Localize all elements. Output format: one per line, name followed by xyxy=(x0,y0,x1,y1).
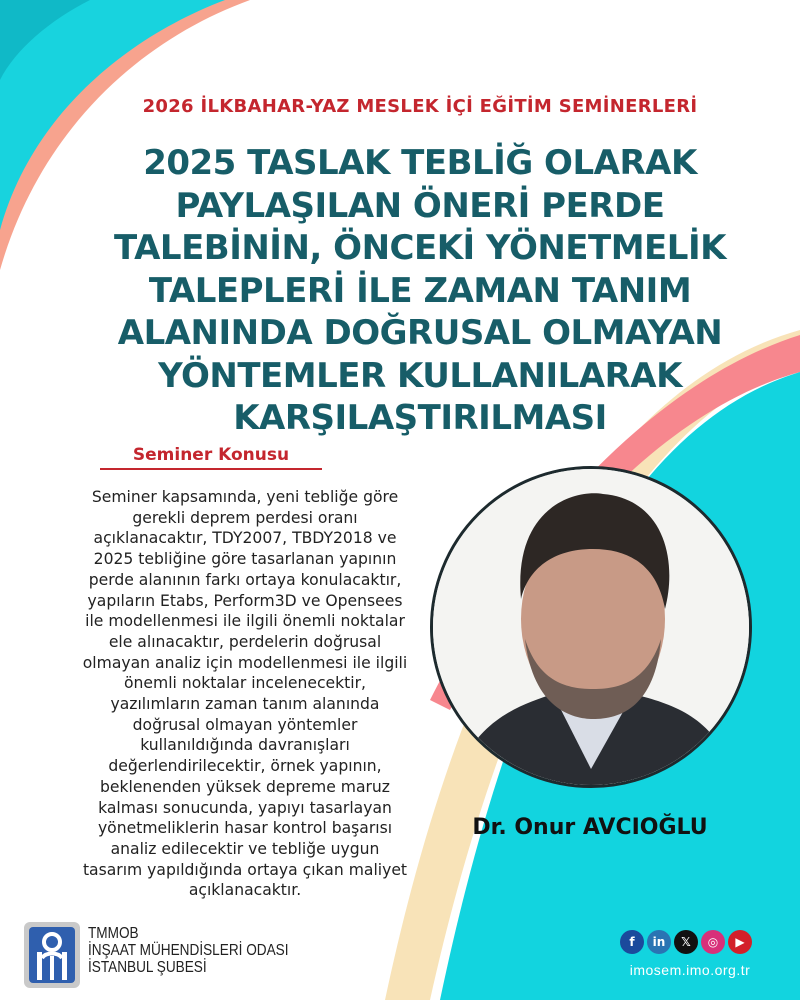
org-line: İNŞAAT MÜHENDİSLERİ ODASI xyxy=(88,942,289,959)
seminar-title xyxy=(90,142,750,440)
speaker-photo xyxy=(430,466,752,788)
youtube-icon[interactable]: ▶ xyxy=(728,930,752,954)
description-line: beklenenden yüksek depreme maruz xyxy=(99,777,390,796)
description-line: değerlendirilecektir, örnek yapının, xyxy=(108,757,382,776)
topic-heading: Seminer Konusu xyxy=(100,445,322,470)
description-line: gerekli deprem perdesi oranı xyxy=(132,508,358,527)
seminar-description xyxy=(15,487,475,901)
social-links xyxy=(620,930,752,954)
organization-name xyxy=(88,925,289,976)
description-line: yönetmeliklerin hasar kontrol başarısı xyxy=(97,819,393,838)
description-line: perde alanının farkı ortaya konulacaktır, xyxy=(88,570,402,589)
title-line: 2025 TASLAK TEBLİĞ OLARAK xyxy=(143,143,697,183)
description-line: açıklanacaktır, TDY2007, TBDY2018 ve xyxy=(93,529,397,548)
description-line: analiz edilecektir ve tebliğe uygun xyxy=(110,839,380,858)
description-line: tasarım yapıldığında ortaya çıkan maliyet xyxy=(82,860,408,879)
title-line: PAYLAŞILAN ÖNERİ PERDE xyxy=(175,185,665,226)
title-line: TALEPLERİ İLE ZAMAN TANIM xyxy=(148,270,692,311)
linkedin-icon[interactable]: in xyxy=(647,930,671,954)
org-line: TMMOB xyxy=(88,925,139,942)
description-line: kalması sonucunda, yapıyı tasarlayan xyxy=(98,798,392,817)
description-line: doğrusal olmayan yöntemler xyxy=(132,715,358,734)
description-line: Seminer kapsamında, yeni tebliğe göre xyxy=(91,488,399,506)
seminar-series-subtitle: 2026 İLKBAHAR-YAZ MESLEK İÇİ EĞİTİM SEMİNERLERİ xyxy=(142,96,698,117)
description-line: yazılımların zaman tanım alanında xyxy=(110,695,380,714)
title-line: YÖNTEMLER KULLANILARAK xyxy=(158,355,682,396)
description-line: ile modellenmesi ile ilgili önemli noktalar xyxy=(85,612,405,631)
description-line: 2025 tebliğine göre tasarlanan yapının xyxy=(93,550,397,569)
description-line: önemli noktalar incelenecektir, xyxy=(123,674,366,693)
website-link[interactable]: imosem.imo.org.tr xyxy=(629,962,751,978)
speaker-name: Dr. Onur AVCIOĞLU xyxy=(472,815,708,840)
facebook-icon[interactable]: f xyxy=(620,930,644,954)
instagram-icon[interactable]: ◎ xyxy=(701,930,725,954)
description-line: olmayan analiz için modellenmesi ile ilgili xyxy=(82,653,408,672)
org-line: İSTANBUL ŞUBESİ xyxy=(88,959,207,976)
title-line: ALANINDA DOĞRUSAL OLMAYAN xyxy=(117,313,723,353)
description-line: kullanıldığında davranışları xyxy=(140,736,350,755)
x-icon[interactable]: 𝕏 xyxy=(674,930,698,954)
description-line: ele alınacaktır, perdelerin doğrusal xyxy=(108,632,382,651)
description-line: açıklanacaktır. xyxy=(188,881,302,900)
title-line: KARŞILAŞTIRILMASI xyxy=(233,398,607,438)
description-line: yapıların Etabs, Perform3D ve Opensees xyxy=(87,591,403,610)
imo-logo xyxy=(24,922,80,988)
title-line: TALEBİNİN, ÖNCEKİ YÖNETMELİK xyxy=(114,228,726,268)
